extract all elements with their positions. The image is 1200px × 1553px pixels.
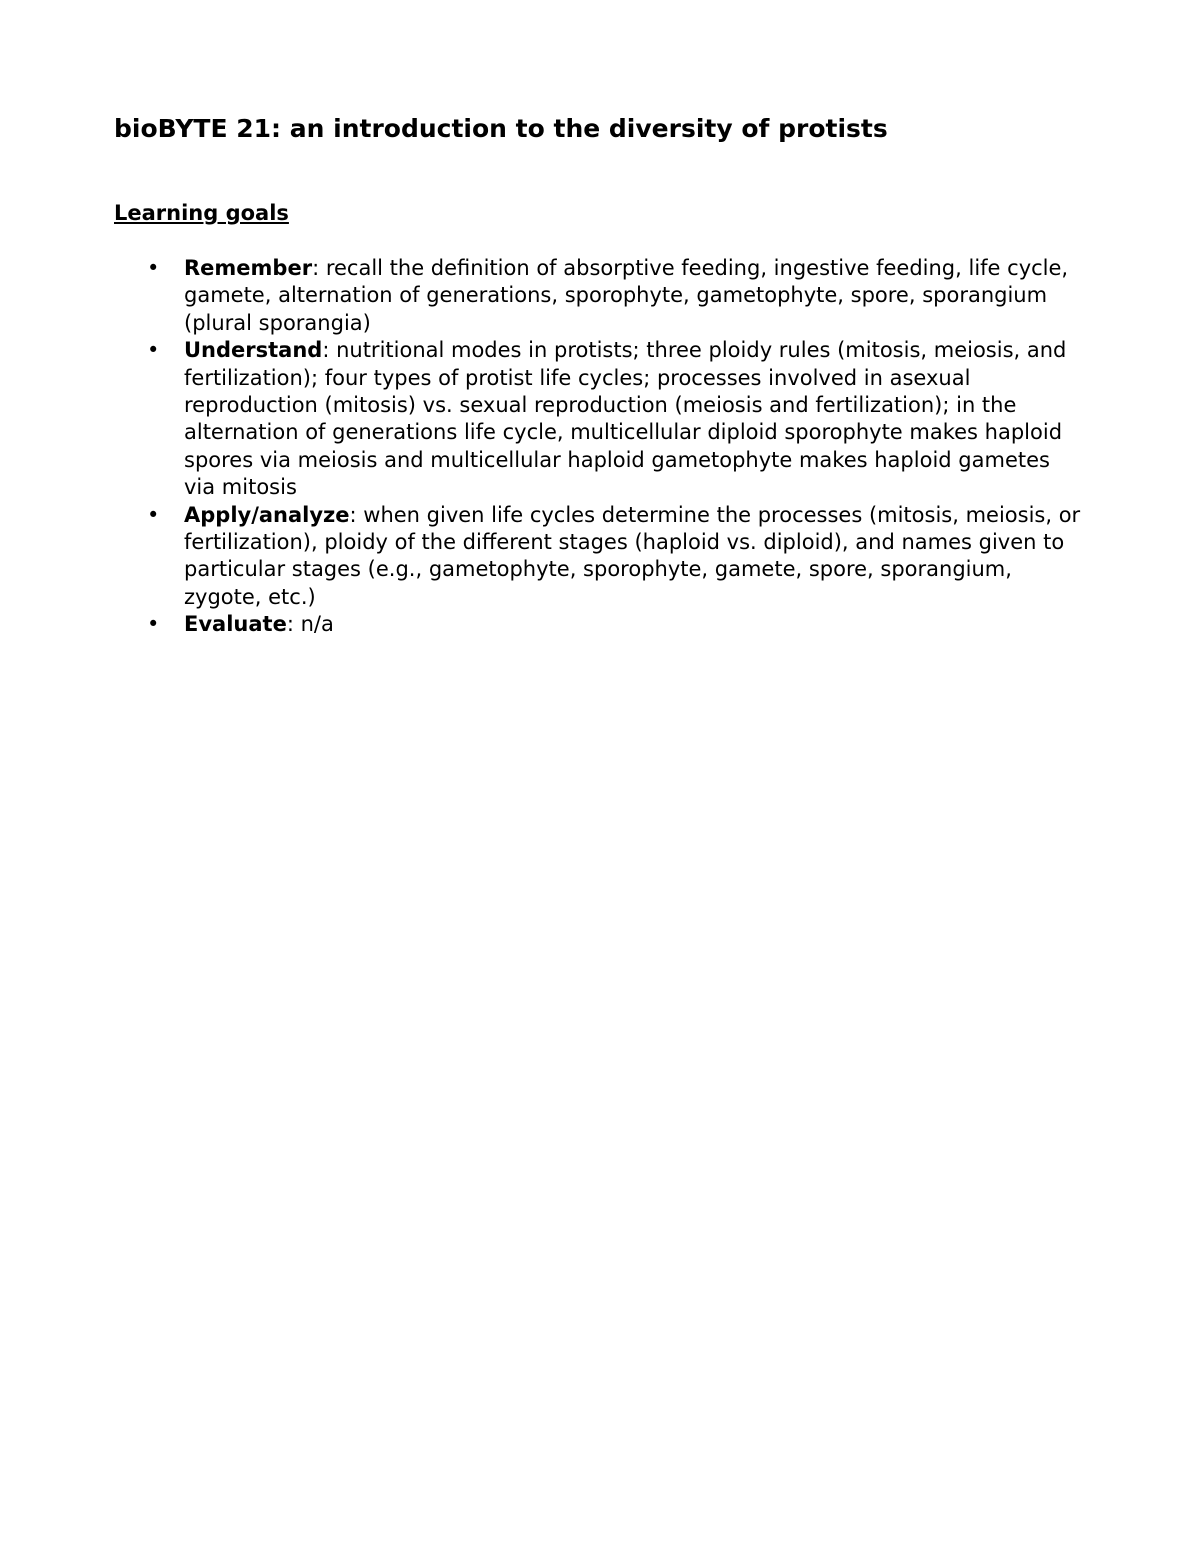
bullet-icon: •	[147, 502, 160, 527]
goal-text: : when given life cycles determine the processes (mitosis, meiosis, or fertilization), ploidy of the different stages (haploid vs. diploid), and names given to particular stages (e.g., gametophyte, sporophyte, gamete, spore, sporangium, zygote, etc.)	[184, 502, 1081, 609]
list-item	[147, 255, 1084, 337]
bullet-icon: •	[147, 338, 160, 363]
goal-text: : recall the definition of absorptive feeding, ingestive feeding, life cycle, gamete, alternation of generations, sporophyte, gametophyte, spore, sporangium (plural sporangia)	[184, 256, 1069, 335]
bullet-icon: •	[147, 256, 160, 280]
section-heading-learning-goals: Learning goals	[114, 201, 289, 225]
list-item	[147, 611, 1084, 638]
goal-term: Apply/analyze	[184, 502, 350, 527]
goal-term: Understand	[184, 338, 323, 363]
goal-text: : n/a	[286, 612, 334, 637]
goal-term: Remember	[184, 256, 313, 280]
bullet-icon: •	[147, 612, 160, 637]
list-item	[147, 337, 1084, 501]
goal-text: : nutritional modes in protists; three ploidy rules (mitosis, meiosis, and fertilization); four types of protist life cycles; processes involved in asexual reproduction (mitosis) vs. sexual reproduction (meiosis and fertilization); in the alternation of generations life cycle, multicellular diploid sporophyte makes haploid spores via meiosis and multicellular haploid gametophyte makes haploid gametes via mitosis	[184, 338, 1067, 500]
list-item	[147, 502, 1084, 612]
document-title: bioBYTE 21: an introduction to the diversity of protists	[114, 114, 888, 143]
learning-goals-list	[147, 255, 1084, 639]
goal-term: Evaluate	[184, 612, 287, 637]
